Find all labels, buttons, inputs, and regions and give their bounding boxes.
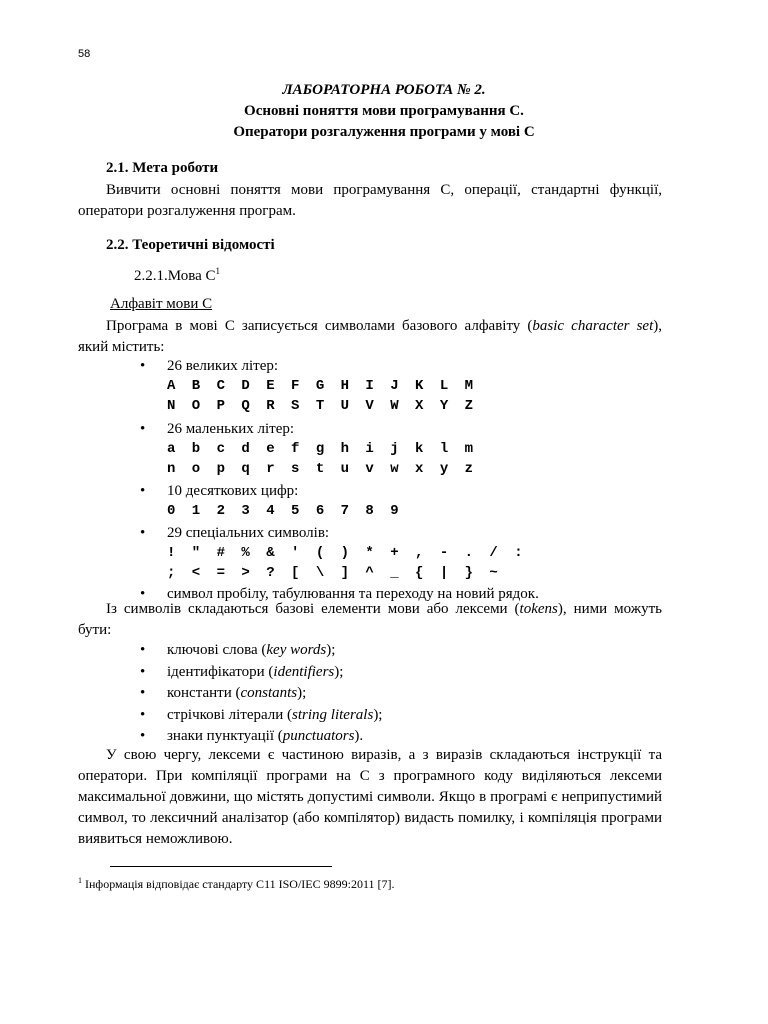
lexemes-intro-term: tokens — [519, 601, 558, 617]
title-line-2: Основні поняття мови програмування С. — [244, 103, 524, 119]
letters-row: n o p q r s t u v w x y z — [167, 461, 478, 477]
lexemes-list — [140, 640, 382, 748]
list-item-term: constants — [240, 685, 298, 701]
list-item-text: ідентифікатори ( — [167, 663, 274, 680]
lexemes-intro — [78, 599, 662, 641]
title-line-3: Оператори розгалуження програми у мові С — [233, 124, 535, 140]
symbols-row: ; < = > ? [ \ ] ^ _ { | } ~ — [167, 565, 502, 581]
list-item-text: стрічкові літерали ( — [167, 706, 293, 723]
lexemes-intro-tail: ), ними можуть бути: — [78, 601, 662, 638]
digits-row: 0 1 2 3 4 5 6 7 8 9 — [167, 503, 403, 519]
list-item — [140, 356, 539, 416]
goal-paragraph — [78, 180, 662, 222]
letters-row: a b c d e f g h i j k l m — [167, 441, 478, 457]
bullet-icon: • — [140, 706, 146, 723]
alphabet-intro — [78, 316, 662, 358]
alphabet-intro-text: Програма в мові С записується символами базового алфавіту ( — [106, 318, 533, 334]
list-item-tail: ); — [334, 663, 344, 680]
footnote-reference: 1 — [215, 266, 221, 276]
list-item — [140, 683, 382, 705]
alphabet-intro-term: basic character set — [532, 318, 654, 334]
closing-paragraph — [78, 745, 662, 850]
list-item — [140, 705, 382, 727]
page-title — [78, 80, 690, 143]
alphabet-intro-tail: ), який містить: — [78, 318, 663, 355]
section-heading-goal: 2.1. Мета роботи — [106, 160, 219, 176]
list-item-label: 26 великих літер: — [167, 358, 279, 374]
list-item-tail: ); — [297, 685, 307, 701]
footnote — [78, 876, 395, 892]
list-item-label: 29 спеціальних символів: — [167, 525, 330, 541]
list-item-text: ключові слова ( — [167, 642, 267, 658]
letters-row: N O P Q R S T U V W X Y Z — [167, 398, 478, 414]
bullet-icon: • — [140, 586, 146, 602]
bullet-icon: • — [140, 483, 146, 499]
bullet-icon: • — [140, 421, 146, 437]
list-item-text: знаки пунктуації ( — [167, 728, 283, 744]
list-item-label: 10 десяткових цифр: — [167, 483, 299, 499]
footnote-mark: 1 — [78, 876, 82, 885]
footnote-text: Інформація відповідає стандарту С11 ISO/IEC 9899:2011 [7]. — [82, 877, 395, 891]
title-line-1: ЛАБОРАТОРНА РОБОТА № 2. — [282, 82, 486, 98]
bullet-icon: • — [140, 663, 146, 680]
list-item-tail: ); — [326, 642, 336, 658]
alphabet-title: Алфавіт мови С — [110, 296, 213, 312]
bullet-icon: • — [140, 642, 146, 658]
subsection-heading — [134, 266, 220, 285]
section-heading-theory: 2.2. Теоретичні відомості — [106, 237, 275, 253]
goal-text: Вивчити основні поняття мови програмування С, операції, стандартні функції, оператори розгалуження програм. — [78, 182, 662, 219]
list-item-tail: ); — [373, 706, 383, 723]
alphabet-list — [140, 356, 539, 604]
list-item — [140, 481, 539, 521]
list-item — [140, 523, 539, 583]
lexemes-intro-text: Із символів складаються базові елементи мови або лексеми ( — [106, 601, 520, 617]
symbols-row: ! " # % & ' ( ) * + , - . / : — [167, 545, 527, 561]
list-item-term: identifiers — [273, 663, 335, 680]
letters-row: A B C D E F G H I J K L M — [167, 378, 478, 394]
list-item-term: punctuators — [282, 728, 355, 744]
page-number: 58 — [78, 48, 91, 60]
subsection-heading-text: 2.2.1.Мова С — [134, 268, 216, 284]
bullet-icon: • — [140, 525, 146, 541]
bullet-icon: • — [140, 728, 146, 744]
list-item — [140, 419, 539, 479]
list-item-label: 26 маленьких літер: — [167, 421, 295, 437]
list-item-label: символ пробілу, табулювання та переходу на новий рядок. — [167, 586, 539, 602]
list-item-term: string literals — [292, 706, 374, 723]
bullet-icon: • — [140, 358, 146, 374]
list-item-text: константи ( — [167, 685, 241, 701]
list-item-tail: ). — [354, 728, 364, 744]
list-item — [140, 662, 382, 684]
bullet-icon: • — [140, 685, 146, 701]
footnote-divider — [110, 866, 332, 867]
closing-text: У свою чергу, лексеми є частиною виразів, а з виразів складаються інструкції та оператори. При компіляції програми на С з програмного коду виділяються лексеми максимальної довжини, що містять допустимі символи. Якщо в програмі є неприпустимий символ, то лексичний аналізатор (або компілятор) видасть помилку, і компіляція програми виявиться неможливою. — [78, 747, 662, 847]
list-item — [140, 640, 382, 662]
list-item-term: key words — [266, 642, 327, 658]
